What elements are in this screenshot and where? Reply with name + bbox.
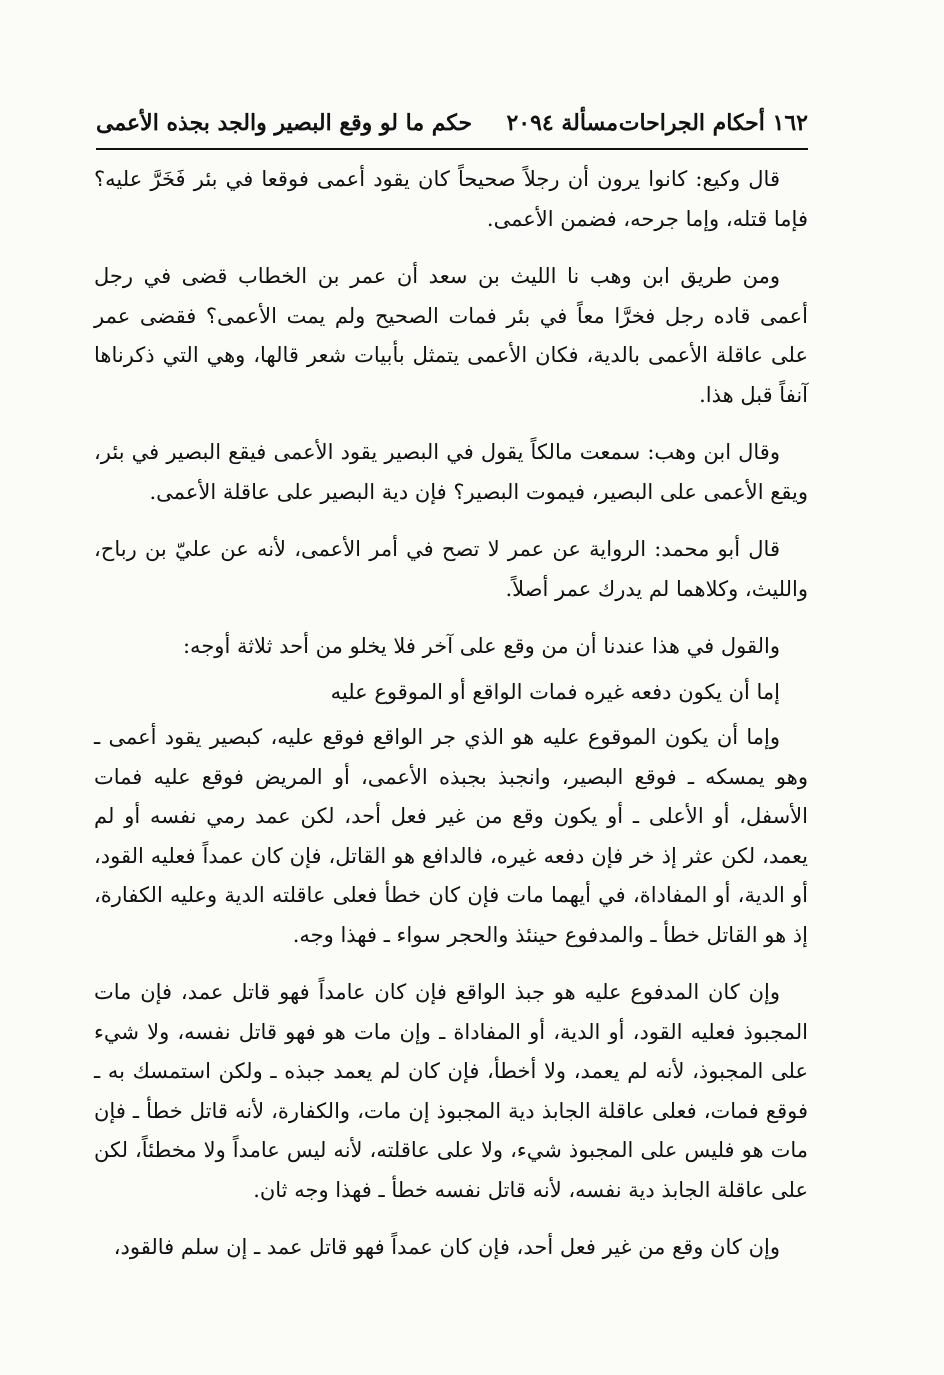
paragraph: ومن طريق ابن وهب نا الليث بن سعد أن عمر بن الخطاب قضى في رجل أعمى قاده رجل فخرَّا معاً في بئر فمات الصحيح ولم يمت الأعمى؟ فقضى عمر على عاقلة الأعمى بالدية، فكان الأعمى يتمثل بأبيات شعر قالها، وهي التي ذكرناها آنفاً قبل هذا. xyxy=(94,264,808,407)
paragraph: وإما أن يكون الموقوع عليه هو الذي جر الواقع فوقع عليه، كبصير يقود أعمى ـ وهو يمسكه ـ فوقع البصير، وانجبذ بجبذه الأعمى، أو المريض فوقع عليه فمات الأسفل، أو الأعلى ـ أو يكون وقع من غير فعل أحد، لكن عمد رمي نفسه أو لم يعمد، لكن عثر إذ خر فإن دفعه غيره، فالدافع هو القاتل، فإن كان عمداً فعليه القود، أو الدية، أو المفاداة، في أيهما مات فإن كان خطأ فعلى عاقلته الدية وعليه الكفارة، إذ هو القاتل خطأ ـ والمدفوع حينئذ والحجر سواء ـ فهذا وجه. xyxy=(94,725,808,947)
page-number-and-book-title xyxy=(619,110,808,136)
paragraph: وإن كان المدفوع عليه هو جبذ الواقع فإن كان عامداً فهو قاتل عمد، فإن مات المجبوذ فعليه القود، أو الدية، أو المفاداة ـ وإن مات هو فهو قاتل نفسه، ولا شيء على المجبوذ، لأنه لم يعمد، ولا أخطأ، فإن كان لم يعمد جبذه ـ ولكن استمسك به ـ فوقع فمات، فعلى عاقلة الجابذ دية المجبوذ إن مات، والكفارة، لأنه قاتل خطأ ـ فإن مات هو فليس على المجبوذ شيء، ولا على عاقلته، لأنه ليس عامداً ولا مخطئاً، لكن على عاقلة الجابذ دية نفسه، لأنه قاتل نفسه خطأ ـ فهذا وجه ثان. xyxy=(94,980,808,1202)
paragraph: والقول في هذا عندنا أن من وقع على آخر فلا يخلو من أحد ثلاثة أوجه: xyxy=(182,634,780,658)
topic-title: حكم ما لو وقع البصير والجد بجذه الأعمى xyxy=(96,110,473,136)
paragraph: قال وكيع: كانوا يرون أن رجلاً صحيحاً كان يقود أعمى فوقعا في بئر فَخَرَّ عليه؟ فإما قتله، وإما جرحه، فضمن الأعمى. xyxy=(94,167,808,231)
issue-number: مسألة ٢٠٩٤ xyxy=(506,110,618,136)
paragraph: وإن كان وقع من غير فعل أحد، فإن كان عمداً فهو قاتل عمد ـ إن سلم فالقود، xyxy=(113,1235,780,1259)
body-text xyxy=(94,160,808,1268)
paragraph: قال أبو محمد: الرواية عن عمر لا تصح في أمر الأعمى، لأنه عن عليّ بن رباح، والليث، وكلاهما لم يدرك عمر أصلاً. xyxy=(94,537,808,601)
paragraph: إما أن يكون دفعه غيره فمات الواقع أو الموقوع عليه xyxy=(330,679,780,704)
paragraph: وقال ابن وهب: سمعت مالكاً يقول في البصير يقود الأعمى فيقع البصير في بئر، ويقع الأعمى على البصير، فيموت البصير؟ فإن دية البصير على عاقلة الأعمى. xyxy=(94,440,808,504)
running-header xyxy=(96,108,808,150)
book-title: أحكام الجراحات xyxy=(618,110,765,136)
page-number: ١٦٢ xyxy=(772,110,808,136)
